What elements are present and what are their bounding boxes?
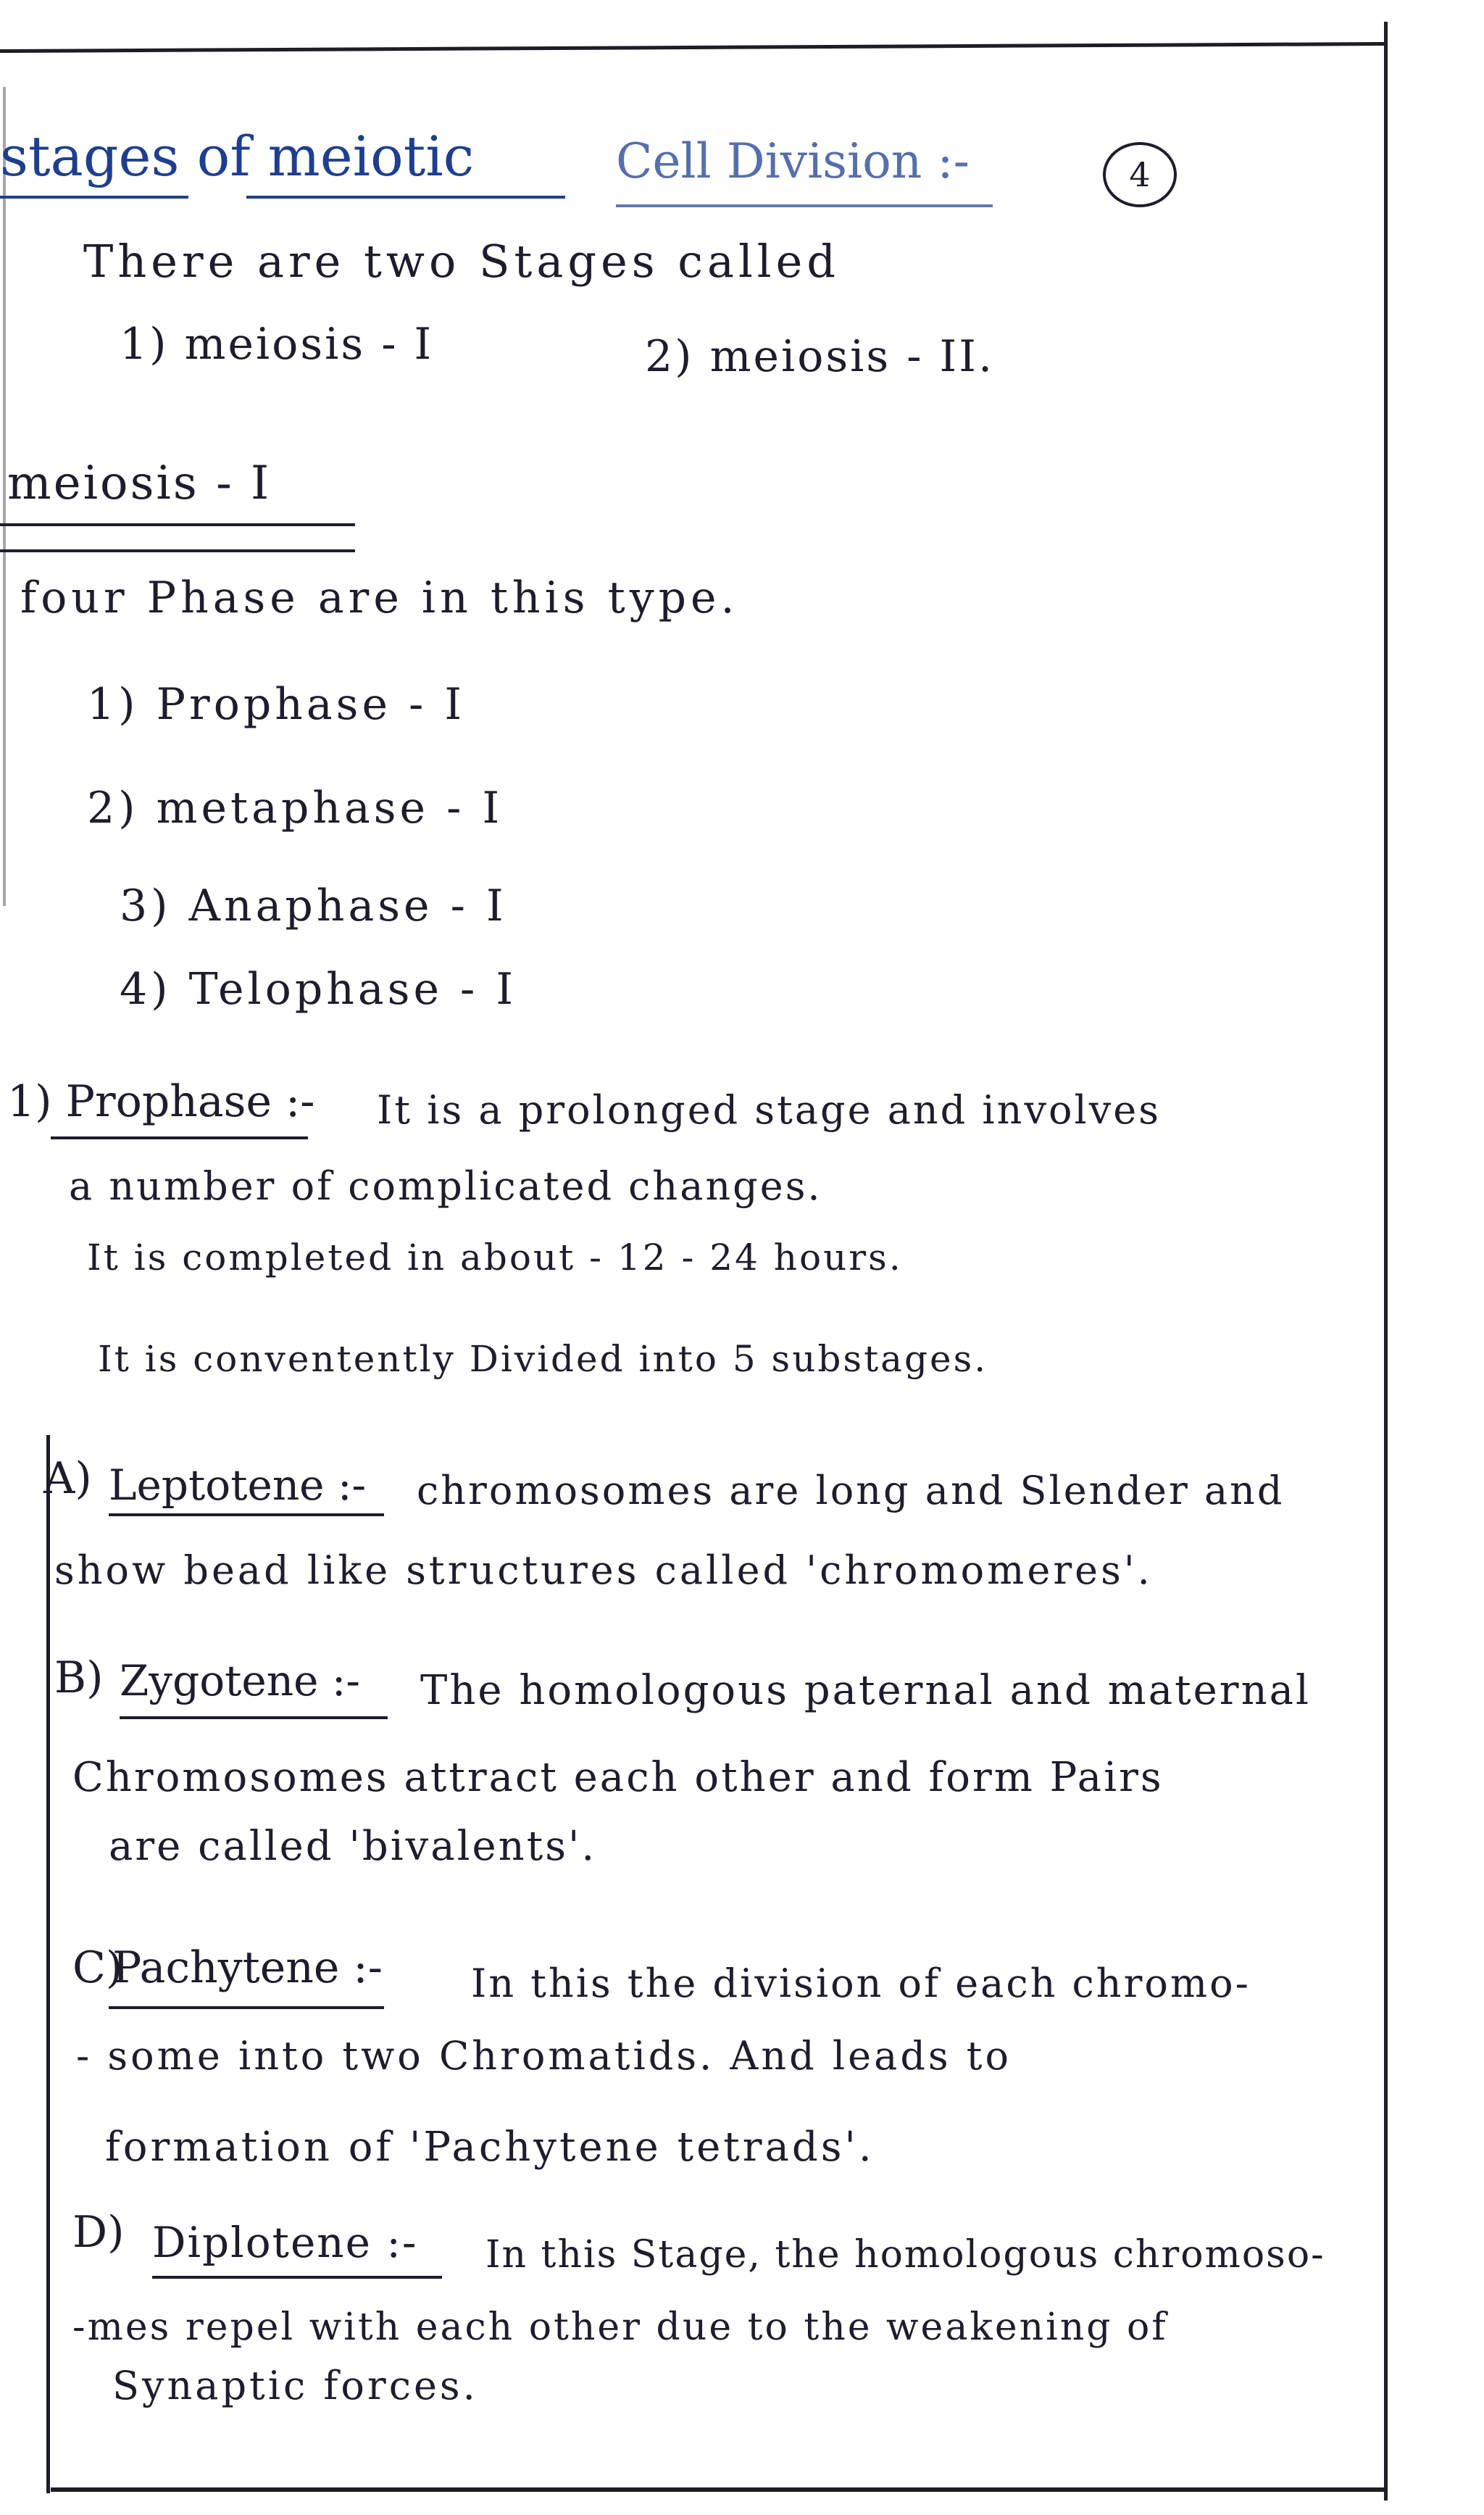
prophase-line3: It is completed in about - 12 - 24 hours. [87, 1236, 903, 1279]
section-underline-1 [0, 523, 355, 526]
frame-top-line [0, 42, 1388, 53]
zygotene-prefix: B) [54, 1653, 104, 1703]
zygotene-line3: are called 'bivalents'. [109, 1823, 597, 1870]
pachytene-underline [109, 2006, 384, 2009]
stage-1: 1) meiosis - I [120, 319, 434, 370]
page-title: stages of meiotic [0, 124, 475, 188]
title-underline-3 [616, 204, 993, 207]
frame-left-line [46, 1435, 50, 2493]
pachytene-label: Pachytene :- [112, 1942, 383, 1993]
leptotene-prefix: A) [43, 1453, 92, 1504]
diplotene-underline [152, 2276, 442, 2279]
diplotene-prefix: D) [72, 2207, 125, 2258]
phase-item: 2) metaphase - I [87, 783, 504, 834]
zygotene-label: Zygotene :- [120, 1656, 360, 1705]
intro-text: There are two Stages called [83, 235, 841, 288]
stage-2: 2) meiosis - II. [645, 331, 995, 382]
pachytene-prefix: C) [72, 1942, 123, 1993]
diplotene-line3: Synaptic forces. [112, 2363, 478, 2408]
diplotene-line1: In this Stage, the homologous chromoso- [485, 2233, 1325, 2277]
title-underline-1 [0, 196, 188, 199]
leptotene-underline [109, 1513, 384, 1516]
frame-left-margin [3, 87, 6, 906]
diplotene-label: Diplotene :- [152, 2218, 418, 2267]
leptotene-line1: chromosomes are long and Slender and [417, 1468, 1285, 1513]
pachytene-line3: formation of 'Pachytene tetrads'. [105, 2124, 875, 2171]
section-heading: meiosis - I [7, 457, 272, 510]
frame-right-line [1384, 22, 1388, 2501]
section-underline-2 [0, 549, 355, 552]
zygotene-underline [120, 1716, 388, 1719]
zygotene-line2: Chromosomes attract each other and form Pairs [72, 1754, 1164, 1801]
phase-item: 1) Prophase - I [87, 679, 466, 730]
phase-item: 4) Telophase - I [120, 964, 517, 1015]
page-number: 4 [1129, 155, 1151, 194]
page-title-continued: Cell Division :- [616, 133, 970, 189]
page-number-circle [1103, 142, 1177, 207]
frame-bottom-line [51, 2487, 1388, 2492]
prophase-line1: It is a prolonged stage and involves [377, 1087, 1161, 1133]
prophase-line4: It is conventently Divided into 5 substages. [98, 1338, 988, 1380]
diplotene-line2: -mes repel with each other due to the weakening of [72, 2306, 1168, 2349]
pachytene-line1: In this the division of each chromo- [471, 1961, 1251, 2006]
leptotene-line2: show bead like structures called 'chromomeres'. [54, 1547, 1153, 1593]
phase-intro: four Phase are in this type. [20, 573, 739, 623]
leptotene-label: Leptotene :- [109, 1460, 367, 1510]
prophase-line2: a number of complicated changes. [69, 1163, 822, 1209]
zygotene-line1: The homologous paternal and maternal [420, 1667, 1311, 1714]
prophase-label: 1) Prophase :- [7, 1076, 315, 1127]
pachytene-line2: - some into two Chromatids. And leads to [76, 2033, 1012, 2079]
prophase-underline [51, 1136, 308, 1139]
phase-item: 3) Anaphase - I [120, 881, 507, 931]
title-underline-2 [246, 196, 565, 199]
